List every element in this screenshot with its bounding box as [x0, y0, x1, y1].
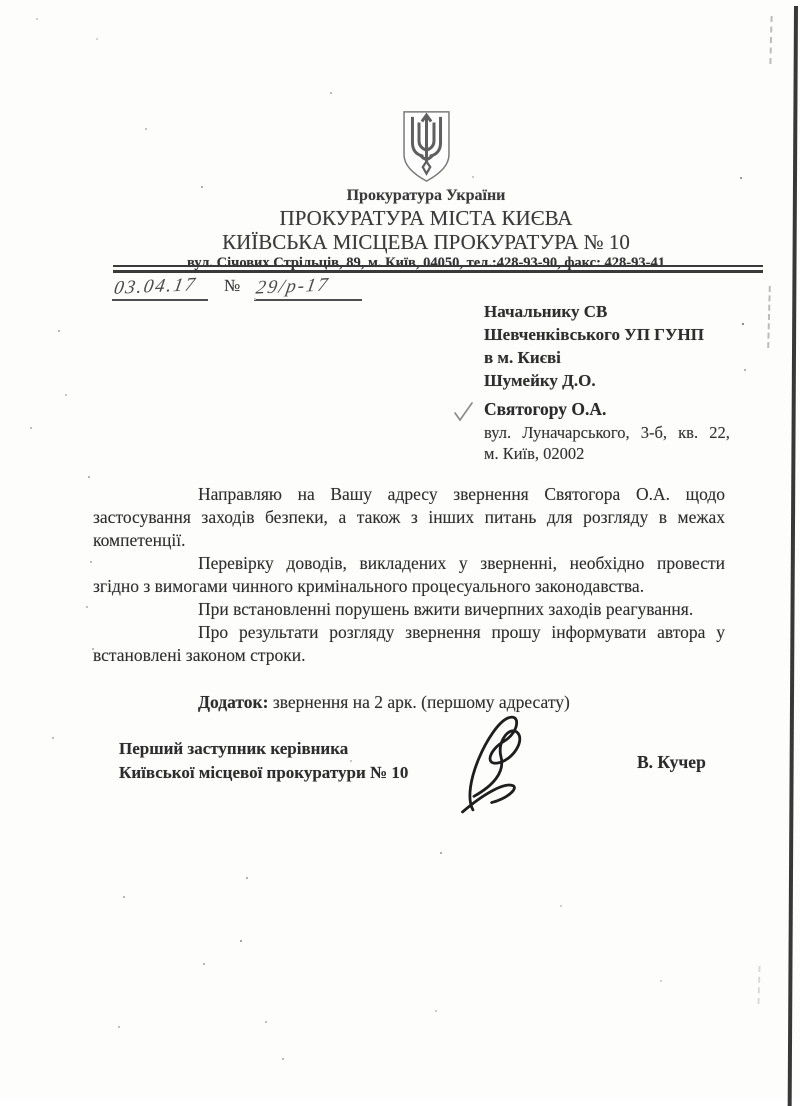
recipient-secondary-block: [484, 398, 762, 463]
recipient-secondary-address-line: вул. Луначарського, 3-б, кв. 22,: [484, 423, 730, 442]
recipient-primary-line: Начальнику СВ: [484, 302, 608, 321]
recipient-secondary-name: Святогору О.А.: [484, 399, 607, 419]
attachment-label: Додаток:: [198, 692, 269, 712]
org-name-city: ПРОКУРАТУРА МІСТА КИЄВА: [279, 206, 573, 230]
signatory-title-line: Перший заступник керівника: [119, 739, 349, 758]
org-name-national: Прокуратура України: [346, 187, 506, 204]
handwritten-date: 03.04.17: [112, 274, 199, 299]
number-sign-label: №: [224, 276, 241, 295]
recipient-primary-line: в м. Києві: [484, 348, 561, 367]
scan-speckle-noise: [0, 0, 2, 2]
body-paragraph: Направляю на Вашу адресу звернення Святогора О.А. щодо застосування заходів безпеки, а також з інших питань для розгляду в межах компетенції.: [93, 484, 725, 550]
handwritten-number-field: [254, 276, 362, 301]
body-paragraph: При встановленні порушень вжити вичерпних заходів реагування.: [198, 599, 694, 619]
letterhead: [92, 110, 760, 272]
body-paragraph: Про результати розгляду звернення прошу інформувати автора у встановлені законом строки.: [93, 622, 725, 665]
recipient-secondary-address-line: м. Київ, 02002: [484, 444, 585, 463]
signatory-title-block: [119, 737, 408, 785]
handwritten-checkmark-icon: [452, 401, 476, 423]
recipient-primary-line: Шевченківського УП ГУНП: [484, 325, 704, 344]
pencil-note-mark: [767, 286, 771, 348]
attachment-line: [93, 692, 725, 713]
handwritten-number: 29/р-17: [254, 274, 332, 299]
attachment-text: звернення на 2 арк. (першому адресату): [268, 692, 570, 712]
scan-edge-artifact: [788, 6, 798, 1106]
recipient-primary-line: Шумейку Д.О.: [484, 371, 596, 390]
ukraine-trident-emblem-icon: [398, 110, 455, 183]
letter-body: [93, 483, 725, 667]
signatory-title-line: Київської місцевої прокуратури № 10: [119, 763, 409, 782]
recipient-primary-block: [484, 300, 704, 392]
reference-line: [112, 276, 362, 301]
letterhead-separator-rule: [113, 265, 763, 273]
handwritten-date-field: [112, 276, 208, 301]
org-address-line: вул. Січових Стрільців, 89, м. Київ, 04050, тел.:428-93-90, факс: 428-93-41: [187, 255, 665, 271]
body-paragraph: Перевірку доводів, викладених у зверненні, необхідно провести згідно з вимогами чинного кримінального процесуального законодавства.: [93, 553, 725, 596]
pencil-note-mark: [769, 16, 772, 64]
org-name-local: КИЇВСЬКА МІСЦЕВА ПРОКУРАТУРА № 10: [222, 230, 630, 254]
signatory-name: В. Кучер: [637, 752, 706, 772]
signature-scribble: [442, 710, 560, 814]
pencil-note-mark: [758, 966, 761, 1004]
